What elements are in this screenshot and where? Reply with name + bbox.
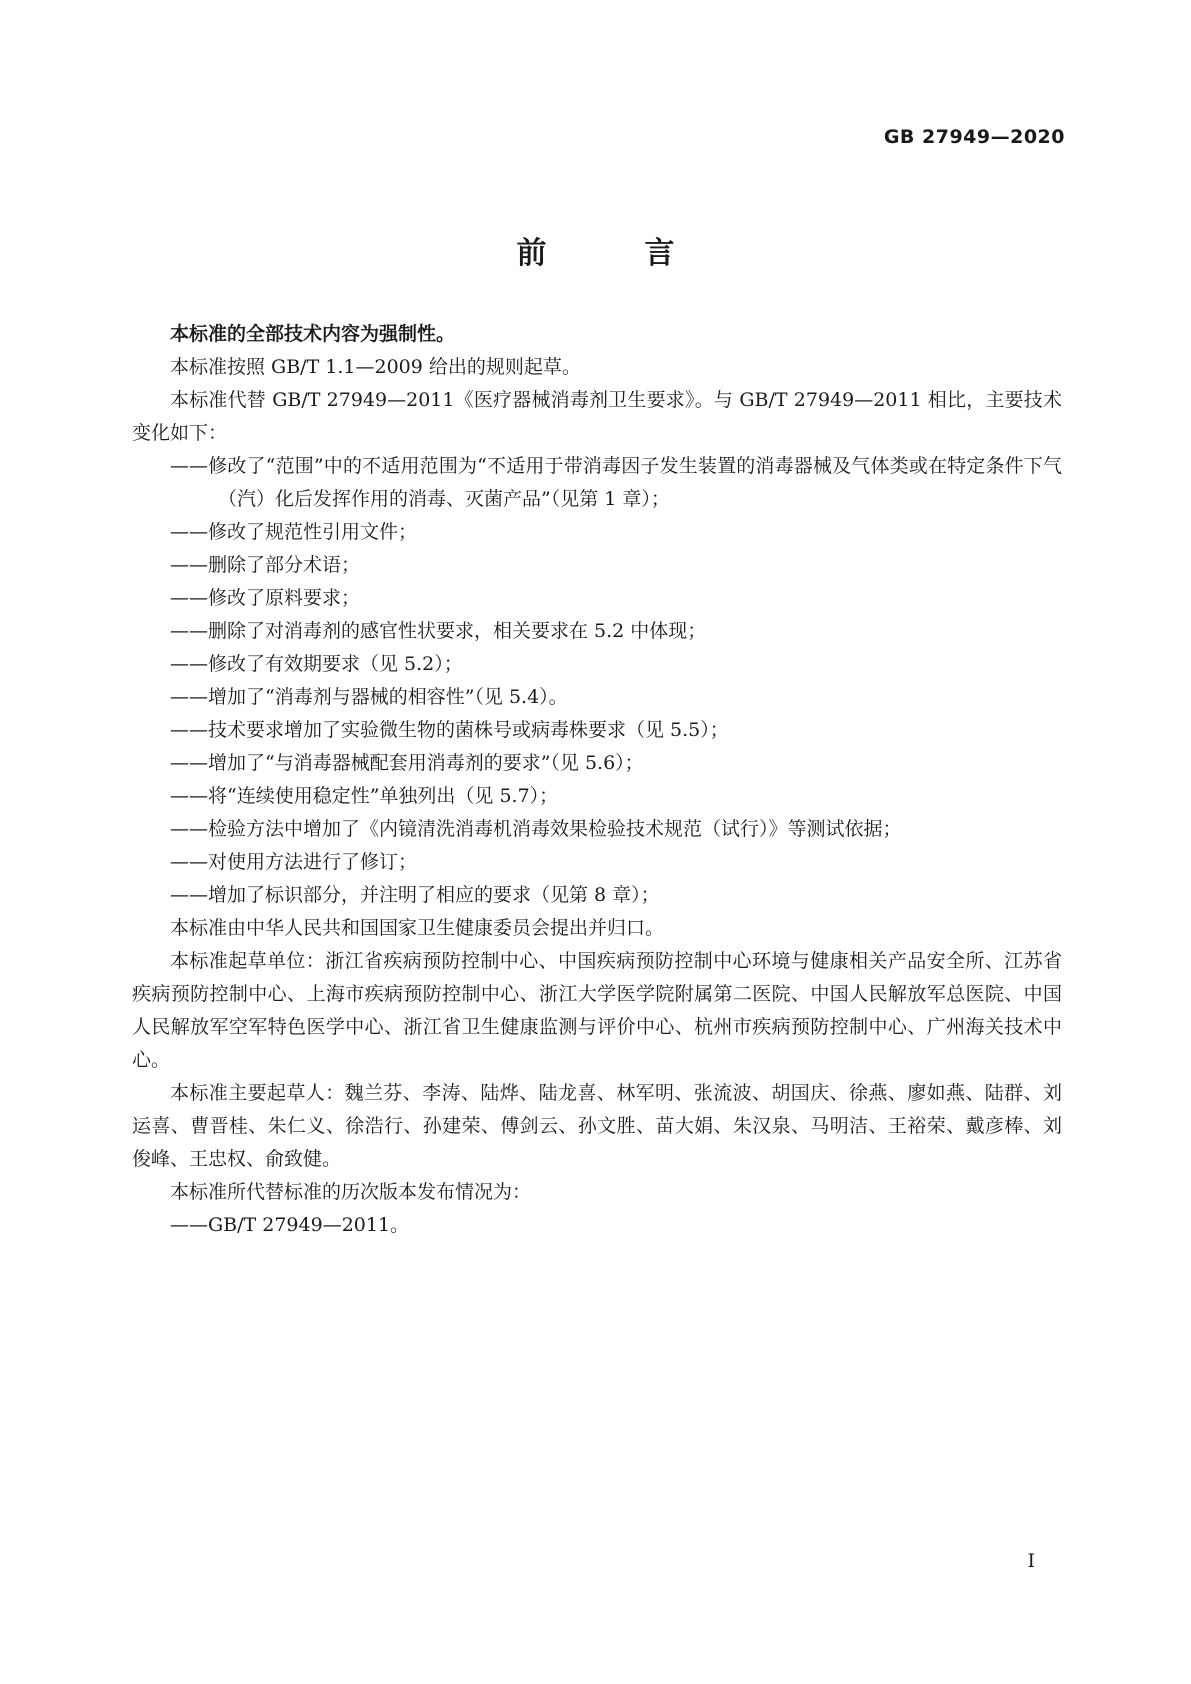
change-item: ——修改了规范性引用文件； bbox=[170, 521, 418, 543]
change-item: ——删除了对消毒剂的感官性状要求，相关要求在 5.2 中体现； bbox=[170, 620, 707, 642]
foreword-body bbox=[132, 318, 1062, 1242]
change-item: ——对使用方法进行了修订； bbox=[170, 851, 418, 873]
drafting-units-paragraph: 本标准起草单位：浙江省疾病预防控制中心、中国疾病预防控制中心环境与健康相关产品安全所、江苏省疾病预防控制中心、上海市疾病预防控制中心、浙江大学医学院附属第二医院、中国人民解放军总医院、中国人民解放军空军特色医学中心、浙江省卫生健康监测与评价中心、杭州市疾病预防控制中心、广州海关技术中心。 bbox=[132, 950, 1062, 1071]
mandatory-statement: 本标准的全部技术内容为强制性。 bbox=[170, 323, 456, 345]
change-item: ——增加了标识部分，并注明了相应的要求（见第 8 章）； bbox=[170, 884, 660, 906]
change-item: ——增加了“与消毒器械配套用消毒剂的要求”（见 5.6）； bbox=[170, 752, 644, 774]
drafters-paragraph: 本标准主要起草人：魏兰芬、李涛、陆烨、陆龙喜、林军明、张流波、胡国庆、徐燕、廖如燕、陆群、刘运喜、曹晋桂、朱仁义、徐浩行、孙建荣、傅剑云、孙文胜、苗大娟、朱汉泉、马明洁、王裕荣、戴彦棒、刘俊峰、王忠权、俞致健。 bbox=[132, 1082, 1062, 1170]
proposer-paragraph: 本标准由中华人民共和国国家卫生健康委员会提出并归口。 bbox=[170, 917, 665, 939]
changes-list bbox=[132, 450, 1062, 912]
change-item: ——技术要求增加了实验微生物的菌株号或病毒株要求（见 5.5）； bbox=[170, 719, 729, 741]
change-item: ——修改了“范围”中的不适用范围为“不适用于带消毒因子发生装置的消毒器械及气体类或在特定条件下气（汽）化后发挥作用的消毒、灭菌产品”（见第 1 章）； bbox=[170, 455, 1062, 510]
change-item: ——修改了有效期要求（见 5.2）； bbox=[170, 653, 463, 675]
change-item: ——将“连续使用稳定性”单独列出（见 5.7）； bbox=[170, 785, 559, 807]
previous-edition-item: ——GB/T 27949—2011。 bbox=[170, 1214, 410, 1236]
replacement-paragraph: 本标准代替 GB/T 27949—2011《医疗器械消毒剂卫生要求》。与 GB/T 27949—2011 相比，主要技术变化如下： bbox=[132, 389, 1062, 444]
page-number: I bbox=[1027, 1550, 1035, 1572]
change-item: ——修改了原料要求； bbox=[170, 587, 361, 609]
standard-number: GB 27949—2020 bbox=[883, 126, 1065, 148]
change-item: ——检验方法中增加了《内镜清洗消毒机消毒效果检验技术规范（试行）》等测试依据； bbox=[170, 818, 902, 840]
history-paragraph: 本标准所代替标准的历次版本发布情况为： bbox=[170, 1181, 532, 1203]
drafting-rules-paragraph: 本标准按照 GB/T 1.1—2009 给出的规则起草。 bbox=[170, 356, 581, 378]
change-item: ——增加了“消毒剂与器械的相容性”（见 5.4）。 bbox=[170, 686, 568, 708]
change-item: ——删除了部分术语； bbox=[170, 554, 361, 576]
page-title: 前 言 bbox=[516, 236, 709, 271]
